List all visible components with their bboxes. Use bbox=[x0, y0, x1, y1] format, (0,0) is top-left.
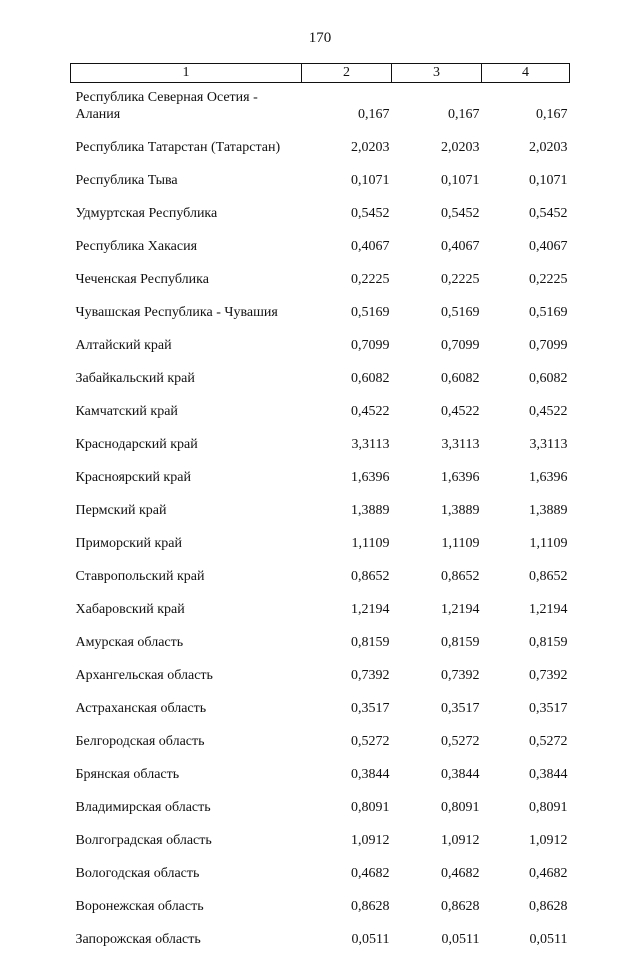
table-row bbox=[71, 458, 570, 491]
region-name-cell: Архангельская область bbox=[71, 656, 302, 689]
table-row bbox=[71, 590, 570, 623]
value-column-2-cell: 0,8652 bbox=[302, 557, 392, 590]
table-row bbox=[71, 689, 570, 722]
region-name-cell: Забайкальский край bbox=[71, 359, 302, 392]
value-column-4-cell: 1,6396 bbox=[482, 458, 570, 491]
table-row bbox=[71, 194, 570, 227]
data-table bbox=[70, 63, 570, 953]
header-row bbox=[71, 64, 570, 83]
value-column-3-cell: 0,7099 bbox=[392, 326, 482, 359]
value-column-4-cell: 0,8091 bbox=[482, 788, 570, 821]
value-column-2-cell: 1,2194 bbox=[302, 590, 392, 623]
column-header-4: 4 bbox=[482, 64, 570, 83]
value-column-4-cell: 0,5452 bbox=[482, 194, 570, 227]
value-column-2-cell: 2,0203 bbox=[302, 128, 392, 161]
region-name-cell: Брянская область bbox=[71, 755, 302, 788]
value-column-3-cell: 1,0912 bbox=[392, 821, 482, 854]
value-column-3-cell: 3,3113 bbox=[392, 425, 482, 458]
value-column-4-cell: 1,0912 bbox=[482, 821, 570, 854]
value-column-4-cell: 0,1071 bbox=[482, 161, 570, 194]
value-column-4-cell: 0,7392 bbox=[482, 656, 570, 689]
value-column-3-cell: 1,2194 bbox=[392, 590, 482, 623]
region-name-cell: Республика Северная Осетия - Алания bbox=[71, 83, 302, 129]
value-column-3-cell: 0,8159 bbox=[392, 623, 482, 656]
value-column-3-cell: 0,1071 bbox=[392, 161, 482, 194]
region-name-cell: Удмуртская Республика bbox=[71, 194, 302, 227]
value-column-4-cell: 0,8628 bbox=[482, 887, 570, 920]
value-column-3-cell: 0,2225 bbox=[392, 260, 482, 293]
value-column-2-cell: 0,7392 bbox=[302, 656, 392, 689]
value-column-4-cell: 1,3889 bbox=[482, 491, 570, 524]
value-column-4-cell: 0,4682 bbox=[482, 854, 570, 887]
table-row bbox=[71, 161, 570, 194]
value-column-3-cell: 0,7392 bbox=[392, 656, 482, 689]
region-name-cell: Белгородская область bbox=[71, 722, 302, 755]
value-column-3-cell: 0,3517 bbox=[392, 689, 482, 722]
value-column-2-cell: 0,3844 bbox=[302, 755, 392, 788]
value-column-4-cell: 0,7099 bbox=[482, 326, 570, 359]
value-column-2-cell: 0,167 bbox=[302, 83, 392, 129]
value-column-4-cell: 0,167 bbox=[482, 83, 570, 129]
table-row bbox=[71, 260, 570, 293]
table-row bbox=[71, 656, 570, 689]
value-column-3-cell: 2,0203 bbox=[392, 128, 482, 161]
value-column-3-cell: 0,167 bbox=[392, 83, 482, 129]
value-column-4-cell: 0,5272 bbox=[482, 722, 570, 755]
value-column-2-cell: 0,8091 bbox=[302, 788, 392, 821]
value-column-4-cell: 0,3844 bbox=[482, 755, 570, 788]
page-number: 170 bbox=[0, 30, 640, 47]
table-row bbox=[71, 83, 570, 129]
value-column-2-cell: 3,3113 bbox=[302, 425, 392, 458]
value-column-2-cell: 0,8159 bbox=[302, 623, 392, 656]
region-name-cell: Красноярский край bbox=[71, 458, 302, 491]
value-column-2-cell: 0,7099 bbox=[302, 326, 392, 359]
region-name-cell: Волгоградская область bbox=[71, 821, 302, 854]
value-column-2-cell: 0,8628 bbox=[302, 887, 392, 920]
table-row bbox=[71, 623, 570, 656]
value-column-3-cell: 0,4067 bbox=[392, 227, 482, 260]
value-column-4-cell: 0,8652 bbox=[482, 557, 570, 590]
region-name-cell: Вологодская область bbox=[71, 854, 302, 887]
value-column-4-cell: 0,8159 bbox=[482, 623, 570, 656]
table-row bbox=[71, 821, 570, 854]
value-column-4-cell: 1,1109 bbox=[482, 524, 570, 557]
table-row bbox=[71, 326, 570, 359]
value-column-2-cell: 0,4067 bbox=[302, 227, 392, 260]
region-name-cell: Камчатский край bbox=[71, 392, 302, 425]
value-column-3-cell: 0,5272 bbox=[392, 722, 482, 755]
region-name-cell: Чувашская Республика - Чувашия bbox=[71, 293, 302, 326]
value-column-2-cell: 0,1071 bbox=[302, 161, 392, 194]
value-column-3-cell: 1,6396 bbox=[392, 458, 482, 491]
value-column-2-cell: 0,4682 bbox=[302, 854, 392, 887]
region-name-cell: Приморский край bbox=[71, 524, 302, 557]
region-name-cell: Краснодарский край bbox=[71, 425, 302, 458]
table-row bbox=[71, 392, 570, 425]
region-name-cell: Ставропольский край bbox=[71, 557, 302, 590]
table-header bbox=[71, 64, 570, 83]
region-name-cell: Республика Тыва bbox=[71, 161, 302, 194]
value-column-2-cell: 0,5169 bbox=[302, 293, 392, 326]
table-row bbox=[71, 557, 570, 590]
table-row bbox=[71, 227, 570, 260]
table-row bbox=[71, 524, 570, 557]
value-column-2-cell: 0,2225 bbox=[302, 260, 392, 293]
value-column-4-cell: 0,4067 bbox=[482, 227, 570, 260]
value-column-4-cell: 2,0203 bbox=[482, 128, 570, 161]
column-header-2: 2 bbox=[302, 64, 392, 83]
region-name-cell: Астраханская область bbox=[71, 689, 302, 722]
value-column-2-cell: 0,5272 bbox=[302, 722, 392, 755]
value-column-4-cell: 3,3113 bbox=[482, 425, 570, 458]
value-column-2-cell: 0,3517 bbox=[302, 689, 392, 722]
value-column-4-cell: 0,4522 bbox=[482, 392, 570, 425]
value-column-2-cell: 0,4522 bbox=[302, 392, 392, 425]
region-name-cell: Республика Хакасия bbox=[71, 227, 302, 260]
value-column-2-cell: 0,6082 bbox=[302, 359, 392, 392]
table-body bbox=[71, 83, 570, 953]
table-row bbox=[71, 755, 570, 788]
value-column-3-cell: 0,4682 bbox=[392, 854, 482, 887]
value-column-4-cell: 0,3517 bbox=[482, 689, 570, 722]
column-header-1: 1 bbox=[71, 64, 302, 83]
value-column-2-cell: 1,1109 bbox=[302, 524, 392, 557]
region-name-cell: Чеченская Республика bbox=[71, 260, 302, 293]
table-row bbox=[71, 425, 570, 458]
region-name-cell: Амурская область bbox=[71, 623, 302, 656]
value-column-3-cell: 0,3844 bbox=[392, 755, 482, 788]
table-row bbox=[71, 293, 570, 326]
value-column-2-cell: 0,0511 bbox=[302, 920, 392, 953]
value-column-2-cell: 1,3889 bbox=[302, 491, 392, 524]
table-row bbox=[71, 854, 570, 887]
value-column-4-cell: 1,2194 bbox=[482, 590, 570, 623]
value-column-3-cell: 0,4522 bbox=[392, 392, 482, 425]
value-column-2-cell: 1,6396 bbox=[302, 458, 392, 491]
region-name-cell: Владимирская область bbox=[71, 788, 302, 821]
value-column-4-cell: 0,0511 bbox=[482, 920, 570, 953]
value-column-2-cell: 0,5452 bbox=[302, 194, 392, 227]
region-name-cell: Пермский край bbox=[71, 491, 302, 524]
table-row bbox=[71, 788, 570, 821]
value-column-3-cell: 1,1109 bbox=[392, 524, 482, 557]
region-name-cell: Республика Татарстан (Татарстан) bbox=[71, 128, 302, 161]
value-column-2-cell: 1,0912 bbox=[302, 821, 392, 854]
column-header-3: 3 bbox=[392, 64, 482, 83]
table-row bbox=[71, 128, 570, 161]
region-name-cell: Воронежская область bbox=[71, 887, 302, 920]
value-column-3-cell: 0,8652 bbox=[392, 557, 482, 590]
region-name-cell: Запорожская область bbox=[71, 920, 302, 953]
table-row bbox=[71, 722, 570, 755]
region-name-cell: Хабаровский край bbox=[71, 590, 302, 623]
value-column-3-cell: 0,0511 bbox=[392, 920, 482, 953]
value-column-3-cell: 0,8628 bbox=[392, 887, 482, 920]
value-column-3-cell: 1,3889 bbox=[392, 491, 482, 524]
region-name-cell: Алтайский край bbox=[71, 326, 302, 359]
value-column-3-cell: 0,6082 bbox=[392, 359, 482, 392]
table-row bbox=[71, 491, 570, 524]
value-column-3-cell: 0,5452 bbox=[392, 194, 482, 227]
value-column-4-cell: 0,6082 bbox=[482, 359, 570, 392]
value-column-3-cell: 0,5169 bbox=[392, 293, 482, 326]
table-row bbox=[71, 359, 570, 392]
value-column-4-cell: 0,5169 bbox=[482, 293, 570, 326]
table-row bbox=[71, 920, 570, 953]
value-column-4-cell: 0,2225 bbox=[482, 260, 570, 293]
value-column-3-cell: 0,8091 bbox=[392, 788, 482, 821]
